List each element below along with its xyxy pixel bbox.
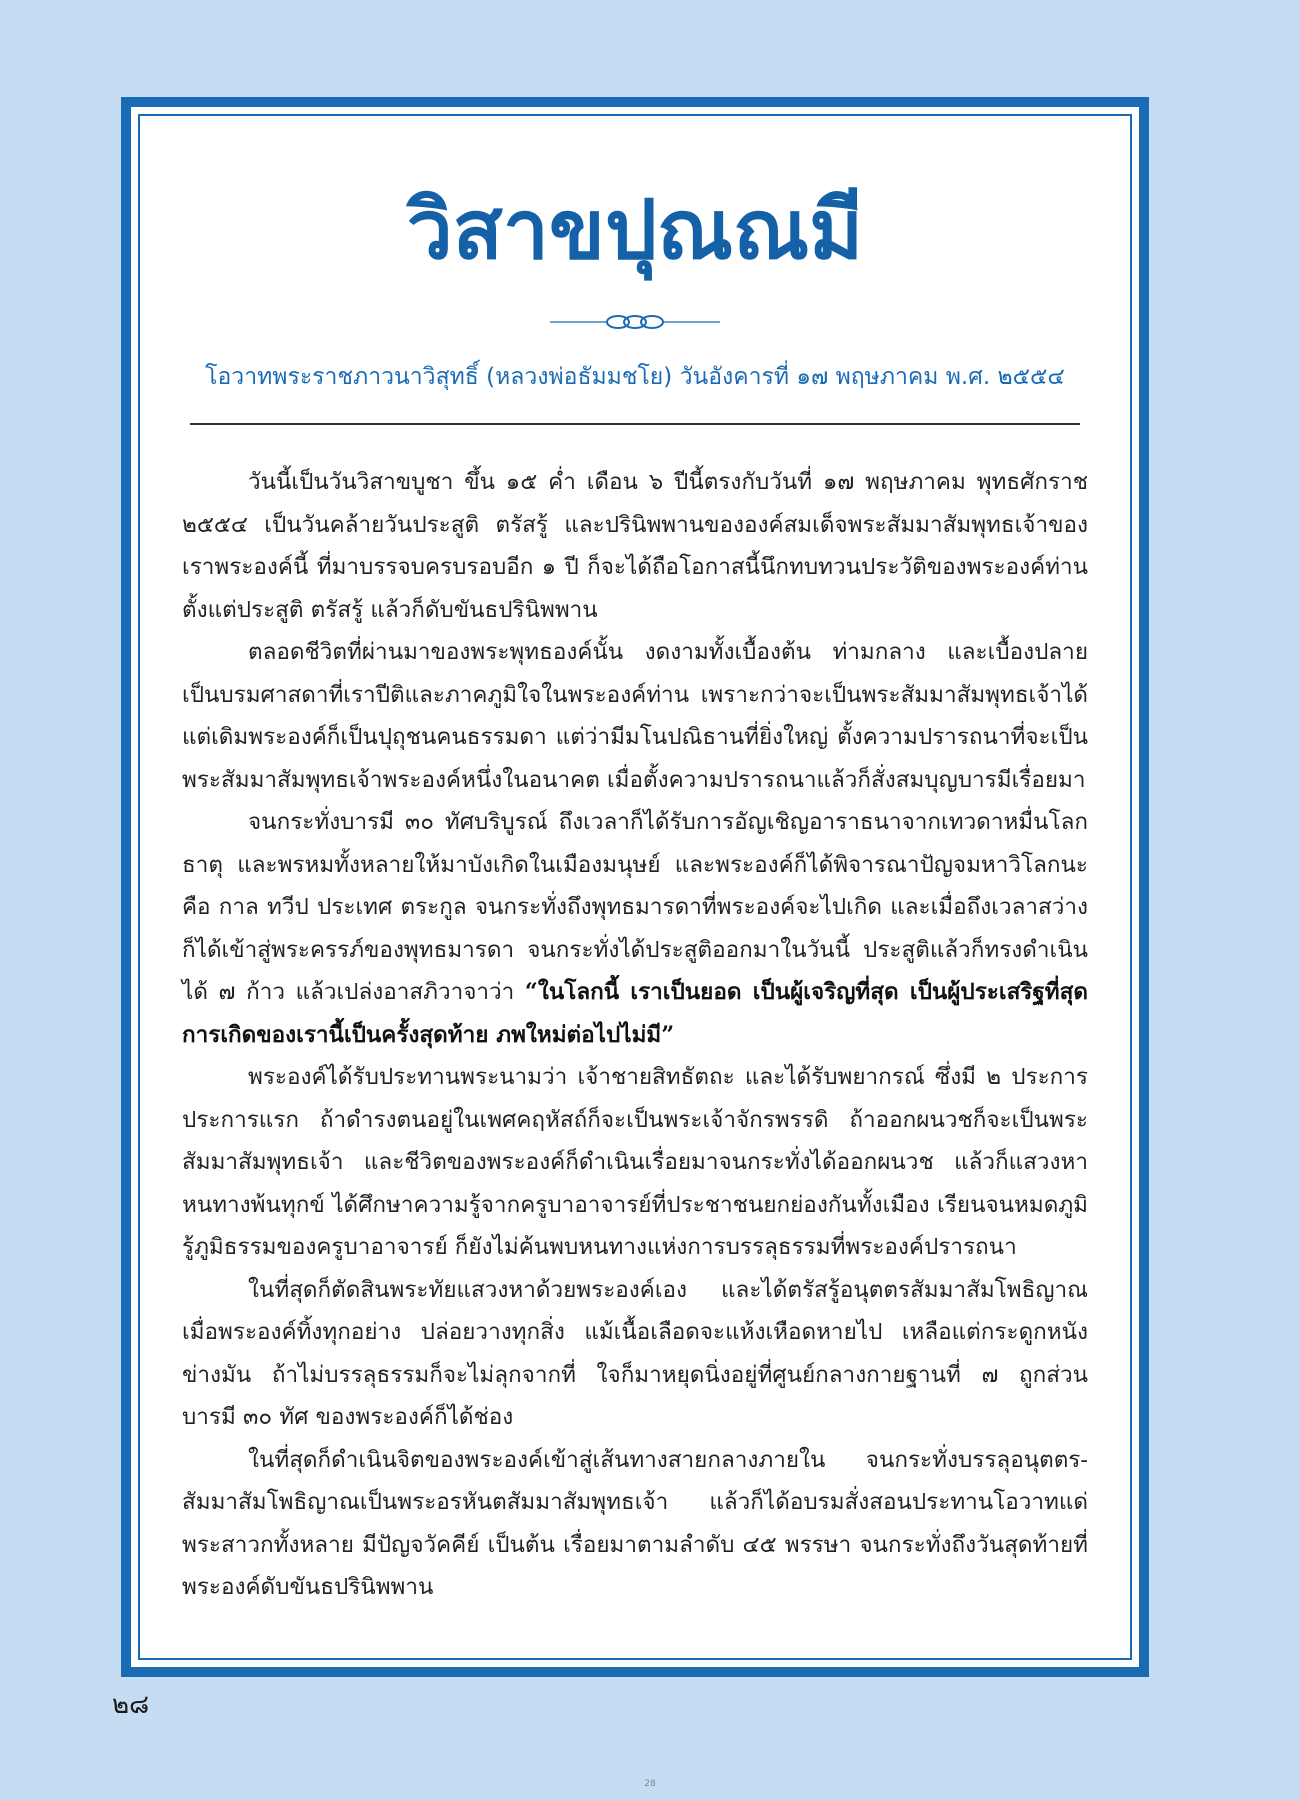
- paragraph: ตลอดชีวิตที่ผ่านมาของพระพุทธองค์นั้น งดงามทั้งเบื้องต้น ท่ามกลาง และเบื้องปลาย เป็นบรมศาสดาที่เราปีติและภาคภูมิใจในพระองค์ท่าน เพราะกว่าจะเป็นพระสัมมาสัมพุทธเจ้าได้ แต่เดิมพระองค์ก็เป็นปุถุชนคนธรรมดา แต่ว่ามีมโนปณิธานที่ยิ่งใหญ่ ตั้งความปรารถนาที่จะเป็นพระสัมมาสัมพุทธเจ้าพระองค์หนึ่งในอนาคต เมื่อตั้งความปรารถนาแล้วก็สั่งสมบุญบารมีเรื่อยมา: [182, 639, 1088, 793]
- page-number-small: 28: [644, 1779, 656, 1789]
- paragraph: พระองค์ได้รับประทานพระนามว่า เจ้าชายสิทธัตถะ และได้รับพยากรณ์ ซึ่งมี ๒ ประการ ประการแรก ถ้าดำรงตนอยู่ในเพศคฤหัสถ์ก็จะเป็นพระเจ้าจักรพรรดิ ถ้าออกผนวชก็จะเป็นพระสัมมาสัมพุทธเจ้า และชีวิตของพระองค์ก็ดำเนินเรื่อยมาจนกระทั่งได้ออกผนวช แล้วก็แสวงหาหนทางพ้นทุกข์ ได้ศึกษาความรู้จากครูบาอาจารย์ที่ประชาชนยกย่องกันทั้งเมือง เรียนจนหมดภูมิรู้ภูมิธรรมของครูบาอาจารย์ ก็ยังไม่ค้นพบหนทางแห่งการบรรลุธรรมที่พระองค์ปรารถนา: [182, 1064, 1088, 1260]
- page-title: วิสาขปุณณมี: [406, 183, 864, 278]
- paragraph: ในที่สุดก็ตัดสินพระทัยแสวงหาด้วยพระองค์เอง และได้ตรัสรู้อนุตตรสัมมาสัมโพธิญาณ เมื่อพระองค์ทิ้งทุกอย่าง ปล่อยวางทุกสิ่ง แม้เนื้อเลือดจะแห้งเหือดหายไป เหลือแต่กระดูกหนังข่างมัน ถ้าไม่บรรลุธรรมก็จะไม่ลุกจากที่ ใจก็มาหยุดนิ่งอยู่ที่ศูนย์กลางกายฐานที่ ๗ ถูกส่วน บารมี ๓๐ ทัศ ของพระองค์ก็ได้ช่อง: [182, 1276, 1088, 1430]
- ornament-flourish-icon: [550, 310, 720, 334]
- page-frame: [121, 97, 1149, 1677]
- paragraph: จนกระทั่งบารมี ๓๐ ทัศบริบูรณ์ ถึงเวลาก็ได้รับการอัญเชิญอาราธนาจากเทวดาหมื่นโลกธาตุ และพรหมทั้งหลายให้มาบังเกิดในเมืองมนุษย์ และพระองค์ก็ได้พิจารณาปัญจมหาวิโลกนะ คือ กาล ทวีป ประเทศ ตระกูล จนกระทั่งถึงพุทธมารดาที่พระองค์จะไปเกิด และเมื่อถึงเวลาสว่างก็ได้เข้าสู่พระครรภ์ของพุทธมารดา จนกระทั่งได้ประสูติออกมาในวันนี้ ประสูติแล้วก็ทรงดำเนินได้ ๗ ก้าว แล้วเปล่งอาสภิวาจาว่า “ในโลกนี้ เราเป็นยอด เป็นผู้เจริญที่สุด เป็นผู้ประเสริฐที่สุด การเกิดของเรานี้เป็นครั้งสุดท้าย ภพใหม่ต่อไปไม่มี”: [182, 809, 1088, 1048]
- subtitle: โอวาทพระราชภาวนาวิสุทธิ์ (หลวงพ่อธัมมชโย) วันอังคารที่ ๑๗ พฤษภาคม พ.ศ. ๒๕๕๔: [205, 364, 1065, 390]
- content-panel: [138, 114, 1132, 1660]
- page-number: ๒๘: [112, 1690, 150, 1720]
- paragraph: ในที่สุดก็ดำเนินจิตของพระองค์เข้าสู่เส้นทางสายกลางภายใน จนกระทั่งบรรลุอนุตตร-สัมมาสัมโพธิญาณเป็นพระอรหันตสัมมาสัมพุทธเจ้า แล้วก็ได้อบรมสั่งสอนประทานโอวาทแด่พระสาวกทั้งหลาย มีปัญจวัคคีย์ เป็นต้น เรื่อยมาตามลำดับ ๔๕ พรรษา จนกระทั่งถึงวันสุดท้ายที่พระองค์ดับขันธปรินิพพาน: [182, 1446, 1088, 1600]
- divider-line: [190, 423, 1080, 425]
- quote-emphasis: “ในโลกนี้ เราเป็นยอด เป็นผู้เจริญที่สุด เป็นผู้ประเสริฐที่สุด การเกิดของเรานี้เป็นครั้งสุดท้าย ภพใหม่ต่อไปไม่มี”: [182, 979, 1088, 1048]
- paragraph: วันนี้เป็นวันวิสาขบูชา ขึ้น ๑๕ ค่ำ เดือน ๖ ปีนี้ตรงกับวันที่ ๑๗ พฤษภาคม พุทธศักราช ๒๕๕๔ เป็นวันคล้ายวันประสูติ ตรัสรู้ และปรินิพพานขององค์สมเด็จพระสัมมาสัมพุทธเจ้าของเราพระองค์นี้ ที่มาบรรจบครบรอบอีก ๑ ปี ก็จะได้ถือโอกาสนี้นึกทบทวนประวัติของพระองค์ท่านตั้งแต่ประสูติ ตรัสรู้ แล้วก็ดับขันธปรินิพพาน: [182, 469, 1088, 623]
- frame-gap: [131, 107, 1139, 1667]
- body-text: [182, 461, 1088, 1609]
